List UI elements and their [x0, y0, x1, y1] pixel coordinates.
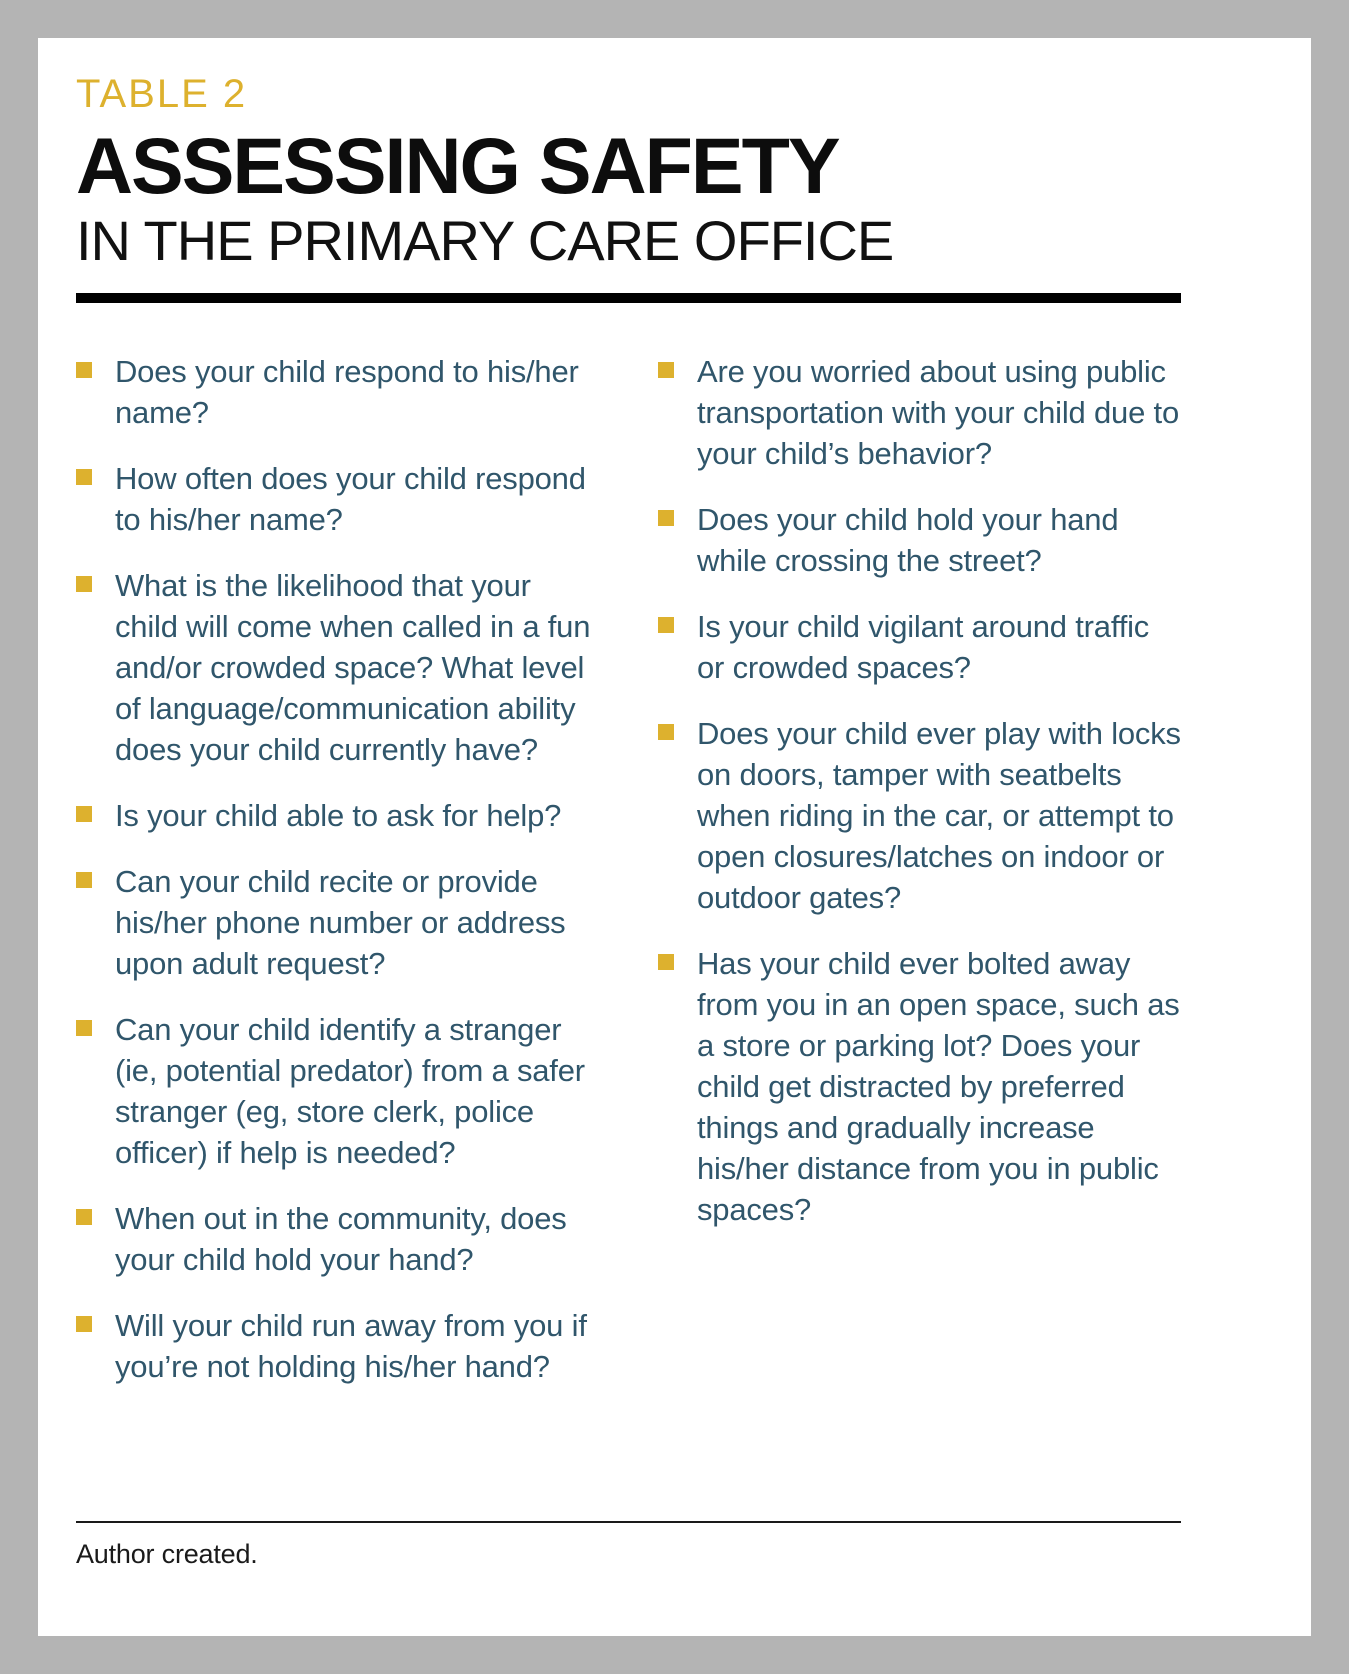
bullet-icon: [658, 510, 674, 526]
question-item: [658, 713, 1181, 918]
question-text: Does your child hold your hand while crossing the street?: [697, 502, 1119, 579]
question-text: Is your child vigilant around traffic or crowded spaces?: [697, 609, 1150, 686]
bullet-icon: [76, 806, 92, 822]
bullet-icon: [76, 362, 92, 378]
source-note: Author created.: [76, 1539, 258, 1569]
bullet-icon: [658, 954, 674, 970]
question-text: Can your child identify a stranger (ie, potential predator) from a safer stranger (eg, store clerk, police officer) if help is needed?: [115, 1012, 585, 1171]
question-text: How often does your child respond to his/her name?: [115, 461, 586, 538]
question-item: [76, 1305, 601, 1387]
table-label: TABLE 2: [76, 72, 248, 116]
table-subtitle: IN THE PRIMARY CARE OFFICE: [76, 209, 894, 273]
bullet-icon: [76, 872, 92, 888]
question-text: Are you worried about using public transportation with your child due to your child’s behavior?: [697, 354, 1179, 472]
bullet-icon: [76, 469, 92, 485]
table-header: [76, 74, 1181, 303]
question-item: [76, 458, 601, 540]
question-text: Does your child respond to his/her name?: [115, 354, 579, 431]
question-list-right: [658, 351, 1181, 1412]
question-text: Can your child recite or provide his/her phone number or address upon adult request?: [115, 864, 566, 982]
question-item: [76, 1198, 601, 1280]
question-columns: [76, 351, 1181, 1412]
table-footer: [76, 1521, 1181, 1570]
question-item: [76, 565, 601, 770]
question-text: Does your child ever play with locks on doors, tamper with seatbelts when riding in the car, or attempt to open closures/latches on indoor or outdoor gates?: [697, 716, 1181, 916]
question-text: Will your child run away from you if you’re not holding his/her hand?: [115, 1308, 587, 1385]
question-list-left: [76, 351, 601, 1412]
footer-rule: [76, 1521, 1181, 1523]
table-title: ASSESSING SAFETY: [76, 121, 839, 210]
question-item: [76, 351, 601, 433]
title-rule: [76, 293, 1181, 303]
question-text: Has your child ever bolted away from you in an open space, such as a store or parking lot? Does your child get distracted by preferred things and gradually increase his/her distance from you in public spaces?: [697, 946, 1180, 1228]
question-item: [658, 499, 1181, 581]
bullet-icon: [658, 362, 674, 378]
bullet-icon: [76, 1209, 92, 1225]
bullet-icon: [76, 1020, 92, 1036]
bullet-icon: [658, 724, 674, 740]
question-item: [658, 943, 1181, 1230]
question-item: [658, 606, 1181, 688]
question-text: Is your child able to ask for help?: [115, 798, 562, 834]
bullet-icon: [76, 576, 92, 592]
bullet-icon: [658, 617, 674, 633]
question-text: When out in the community, does your child hold your hand?: [115, 1201, 567, 1278]
question-item: [658, 351, 1181, 474]
bullet-icon: [76, 1316, 92, 1332]
question-item: [76, 1009, 601, 1173]
question-item: [76, 795, 601, 836]
table-figure: [38, 38, 1311, 1636]
question-text: What is the likelihood that your child will come when called in a fun and/or crowded space? What level of language/communication ability does your child currently have?: [115, 568, 591, 768]
question-item: [76, 861, 601, 984]
